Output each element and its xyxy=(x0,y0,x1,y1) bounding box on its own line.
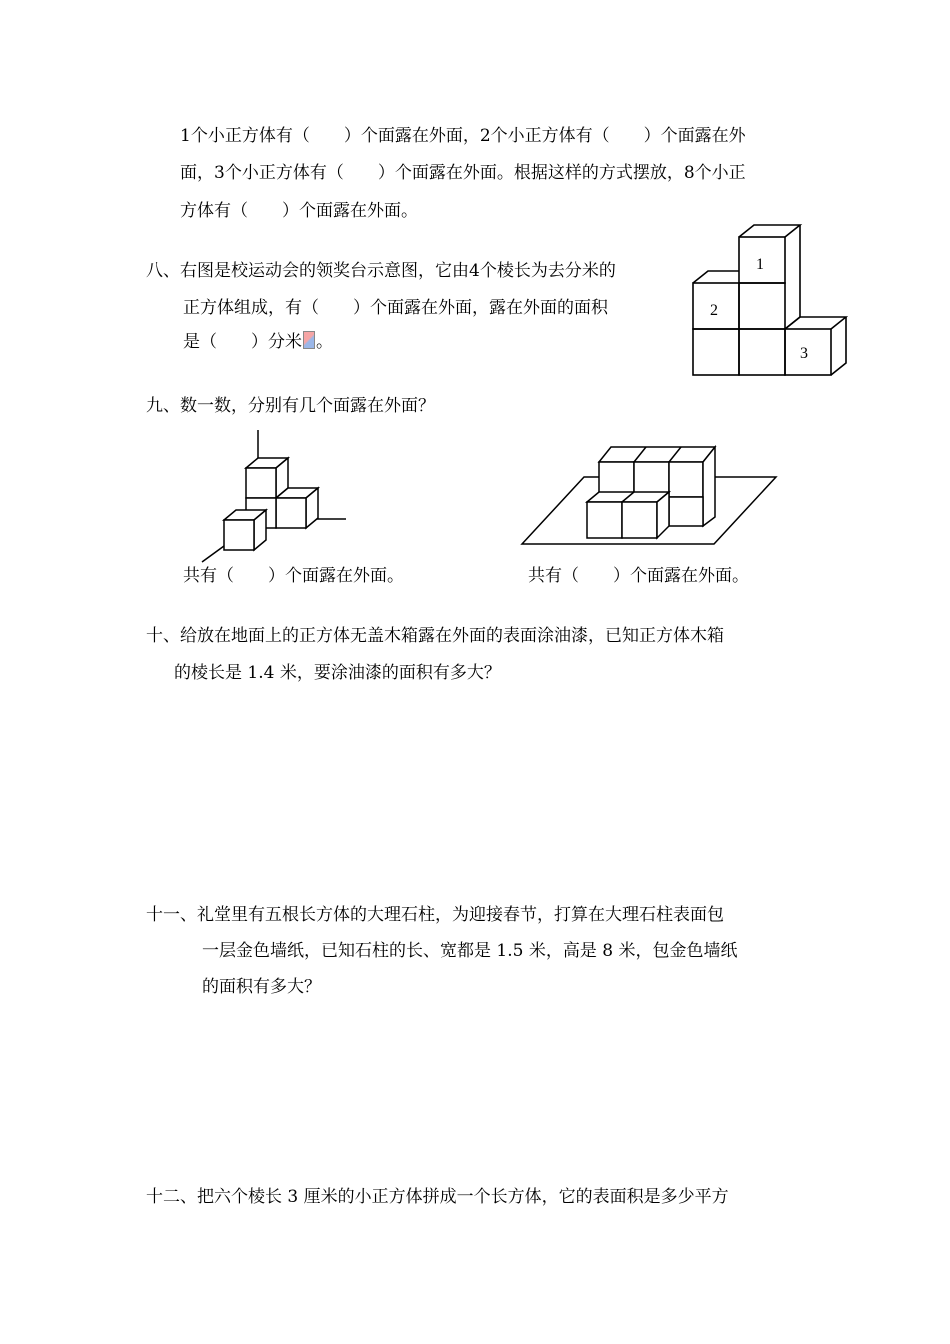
q11-line-2: 一层金色墙纸，已知石柱的长、宽都是 1.5 米，高是 8 米，包金色墙纸 xyxy=(202,941,738,961)
q12-line-1: 十二、把六个棱长 3 厘米的小正方体拼成一个长方体，它的表面积是多少平方 xyxy=(146,1187,729,1207)
q9-answer-left: 共有（ ）个面露在外面。 xyxy=(183,566,404,586)
q8-line-1: 八、右图是校运动会的领奖台示意图，它由4个棱长为去分米的 xyxy=(146,261,616,281)
q8-line-3 xyxy=(183,330,333,354)
square-unit-icon xyxy=(303,331,315,349)
q8-line-3-prefix: 是（ ）分米 xyxy=(183,332,302,352)
podium-label-3: 3 xyxy=(800,345,808,362)
q8-line-3-suffix: 。 xyxy=(316,332,333,352)
platform-cubes-figure xyxy=(518,440,782,550)
q9-title: 九、数一数，分别有几个面露在外面？ xyxy=(146,396,435,416)
q9-answer-right: 共有（ ）个面露在外面。 xyxy=(528,566,749,586)
podium-label-1: 1 xyxy=(756,256,764,273)
q7-line-3: 方体有（ ）个面露在外面。 xyxy=(180,201,418,221)
q7-line-1: 1个小正方体有（ ）个面露在外面，2个小正方体有（ ）个面露在外 xyxy=(180,126,746,146)
q10-line-1: 十、给放在地面上的正方体无盖木箱露在外面的表面涂油漆，已知正方体木箱 xyxy=(146,626,724,646)
q11-line-3: 的面积有多大？ xyxy=(202,977,321,997)
q7-line-2: 面，3个小正方体有（ ）个面露在外面。根据这样的方式摆放，8个小正 xyxy=(180,163,746,183)
q8-line-2: 正方体组成，有（ ）个面露在外面，露在外面的面积 xyxy=(183,298,608,318)
q11-line-1: 十一、礼堂里有五根长方体的大理石柱，为迎接春节，打算在大理石柱表面包 xyxy=(146,905,724,925)
podium-label-2: 2 xyxy=(710,302,718,319)
podium-figure xyxy=(688,222,848,380)
q10-line-2: 的棱长是 1.4 米，要涂油漆的面积有多大？ xyxy=(174,663,501,683)
corner-cubes-figure xyxy=(196,426,356,566)
